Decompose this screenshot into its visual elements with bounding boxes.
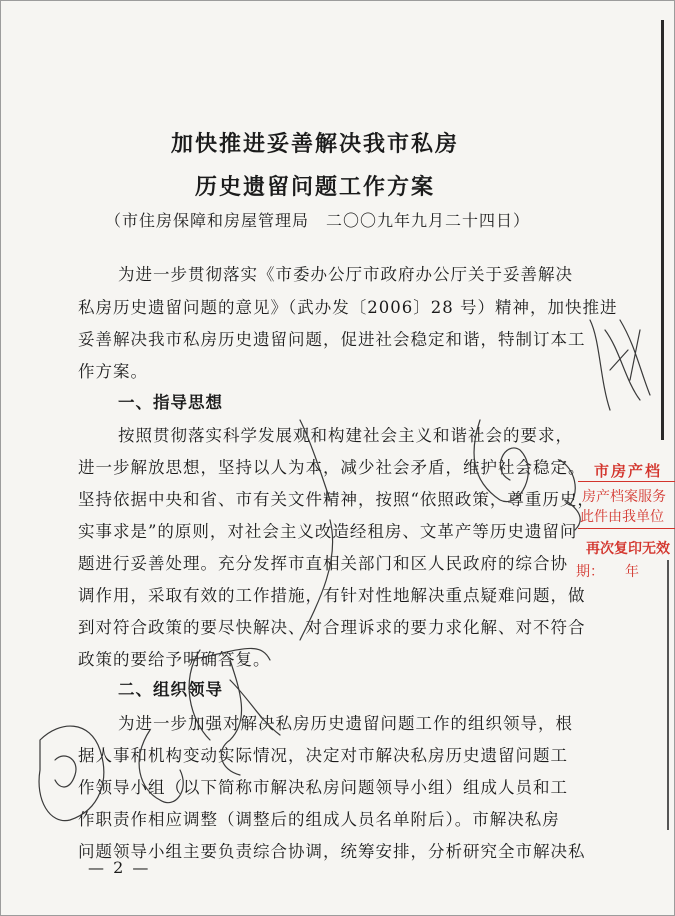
stamp-line: 再次复印无效 [586,541,670,557]
paragraph1-line: 作方案。 [78,362,148,381]
paragraph3-line: 据人事和机构变动实际情况，决定对市解决私房历史遗留问题工 [78,746,568,765]
stamp-line: 此件由我单位 [580,509,664,525]
paragraph3-line: 为进一步加强对解决私房历史遗留问题工作的组织领导，根 [118,714,573,733]
paragraph2-line: 政策的要给予明确答复。 [78,650,271,669]
document-title-line1: 加快推进妥善解决我市私房 [170,131,459,157]
scan-edge-line [661,20,664,440]
paragraph3-line: 作领导小组（以下简称市解决私房问题领导小组）组成人员和工 [78,778,568,797]
paragraph3-line: 问题领导小组主要负责综合协调，统筹安排，分析研究全市解决私 [78,842,586,861]
paragraph1-line: 为进一步贯彻落实《市委办公厅市政府办公厅关于妥善解决 [118,265,573,284]
section-heading-2: 二、组织领导 [118,680,223,699]
paragraph1-line: 妥善解决我市私房历史遗留问题，促进社会稳定和谐，特制订本工 [78,330,586,349]
paragraph2-line: 实事求是”的原则，对社会主义改造经租房、文革产等历史遗留问 [78,522,578,541]
section-heading-1: 一、指导思想 [118,393,223,412]
stamp-line: 期： 年 [576,564,639,580]
archive-stamp [576,458,675,588]
paragraph2-line: 坚持依据中央和省、市有关文件精神，按照“依照政策，尊重历史， [78,490,595,509]
page-number: — 2 — [88,858,151,877]
stamp-line: 市房产档 [594,462,663,480]
paragraph2-line: 题进行妥善处理。充分发挥市直相关部门和区人民政府的综合协 [78,554,568,573]
paragraph2-line: 进一步解放思想，坚持以人为本，减少社会矛盾，维护社会稳定。 [78,458,586,477]
paragraph3-line: 作职责作相应调整（调整后的组成人员名单附后）。市解决私房 [78,810,560,829]
paragraph2-line: 调作用，采取有效的工作措施，有针对性地解决重点疑难问题，做 [78,586,586,605]
scan-edge-line-lower [667,560,669,830]
paragraph2-line: 按照贯彻落实科学发展观和构建社会主义和谐社会的要求， [118,426,573,445]
paragraph1-line: 私房历史遗留问题的意见》（武办发〔2006〕28 号）精神，加快推进 [78,298,618,317]
paragraph2-line: 到对符合政策的要尽快解决、对合理诉求的要力求化解、对不符合 [78,618,586,637]
document-source: （市住房保障和房屋管理局 二〇〇九年九月二十四日） [105,211,531,230]
document-title-line2: 历史遗留问题工作方案 [194,174,435,200]
stamp-line: 房产档案服务 [582,489,666,505]
